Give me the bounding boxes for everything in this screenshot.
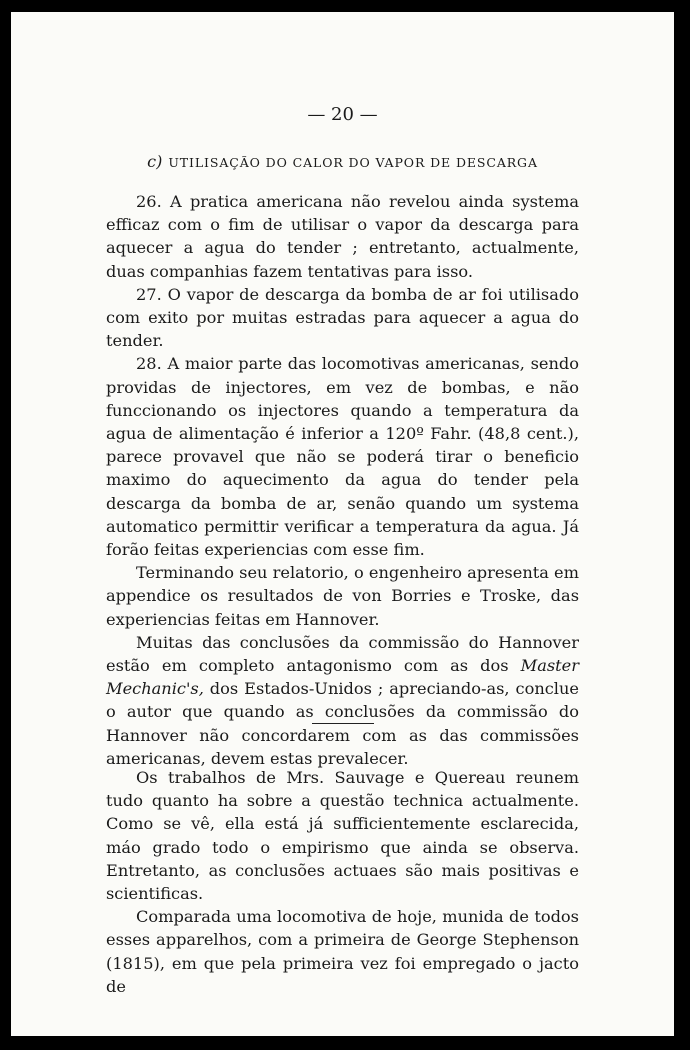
paragraph-26: 26. A pratica americana não revelou ainda systema efficaz com o fim de utilisar o vapor da descarga para aquecer a agua do tender ; entretanto, actualmente, duas companhias fazem tentativas para isso.	[106, 192, 579, 281]
paragraph-28: 28. A maior parte das locomotivas americanas, sendo providas de injectores, em vez de bombas, e não funccionando os injectores quando a temperatura da agua de alimentação é inferior a 120º Fahr. (48,8 cent.), parece provavel que não se poderá tirar o beneficio maximo do aquecimento da agua do tender pela descarga da bomba de ar, senão quando um systema automatico permittir verificar a temperatura da agua. Já forão feitas experiencias com esse fim.	[106, 354, 579, 560]
paragraph-hannover-text-a: Muitas das conclusões da commissão do Hannover estão em completo antagonismo com as dos	[106, 632, 579, 676]
paragraph-hannover	[106, 631, 579, 770]
paragraph-stephenson: Comparada uma locomotiva de hoje, munida de todos esses apparelhos, com a primeira de George Stephenson (1815), em que pela primeira vez foi empregado o jacto de	[106, 907, 579, 996]
paragraph-report: Terminando seu relatorio, o engenheiro apresenta em appendice os resultados de von Borries e Troske, das experiencias feitas em Hannover.	[106, 563, 579, 629]
section-body	[106, 190, 579, 770]
conclusion-body	[106, 766, 579, 998]
paragraph-sauvage: Os trabalhos de Mrs. Sauvage e Quereau reunem tudo quanto ha sobre a questão technica actualmente. Como se vê, ella está já sufficientemente esclarecida, máo grado todo o empirismo que ainda se observa. Entretanto, as conclusões actuaes são mais positivas e scientificas.	[106, 768, 579, 904]
section-title: UTILISAÇÃO DO CALOR DO VAPOR DE DESCARGA	[168, 155, 538, 170]
paragraph-hannover-text-b: dos Estados-Unidos ; apreciando-as, conclue o autor que quando as conclusões da commissão do Hannover não concordarem com as das commissões americanas, devem estas prevalecer.	[106, 679, 579, 768]
page-number: — 20 —	[307, 104, 378, 125]
paragraph-hannover-italic: Master Mechanic's,	[106, 656, 579, 699]
section-label: c)	[147, 152, 163, 171]
paragraph-27: 27. O vapor de descarga da bomba de ar foi utilisado com exito por muitas estradas para aquecer a agua do tender.	[106, 284, 579, 351]
book-page	[11, 12, 674, 1036]
section-heading	[11, 152, 674, 171]
section-divider	[312, 723, 374, 724]
